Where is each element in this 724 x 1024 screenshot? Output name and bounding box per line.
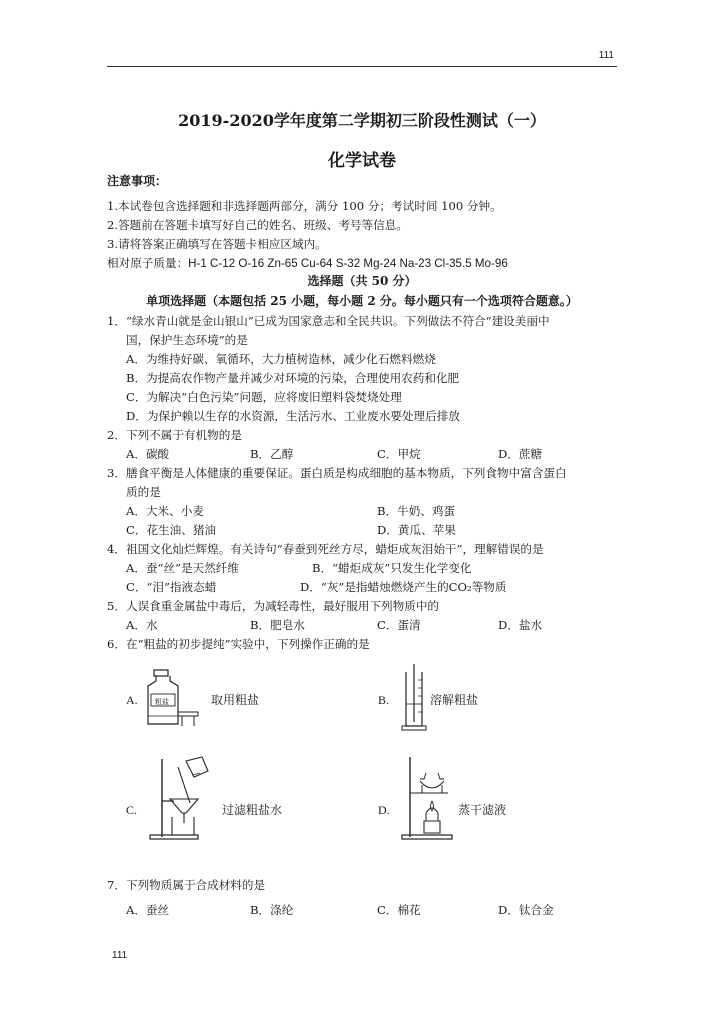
atomic-mass-line: 相对原子质量：H-1 C-12 O-16 Zn-65 Cu-64 S-32 Mg-24 Na-23 Cl-35.5 Mo-96: [107, 257, 508, 270]
question-3-option-b: B．牛奶、鸡蛋: [377, 504, 456, 518]
notice-line: 1.本试卷包含选择题和非选择题两部分，满分 100 分；考试时间 100 分钟。: [107, 199, 502, 213]
exam-title: 2019-2020学年度第二学期初三阶段性测试（一）: [178, 111, 546, 130]
question-5-stem: 5．人误食重金属盐中毒后，为减轻毒性，最好服用下列物质中的: [107, 599, 440, 613]
question-2-option-d: D．蔗糖: [498, 447, 543, 461]
question-3-stem-cont: 质的是: [126, 485, 161, 499]
question-5-option-d: D．盐水: [498, 618, 543, 632]
figure-a-caption: 取用粗盐: [211, 693, 260, 707]
question-7-option-d: D．钛合金: [498, 903, 554, 917]
figure-b-letter: B.: [378, 693, 390, 707]
section-title: 选择题（共 50 分）: [307, 274, 417, 288]
question-4-option-b: B．“蜡炬成灰”只发生化学变化: [312, 561, 472, 575]
question-2-option-c: C．甲烷: [377, 447, 421, 461]
question-5-option-c: C．蛋清: [377, 618, 421, 632]
figure-d-evaporation-diagram: [400, 755, 456, 845]
question-7-option-c: C．棉花: [377, 903, 421, 917]
question-7-stem: 7．下列物质属于合成材料的是: [107, 878, 266, 892]
notice-line: 2.答题前在答题卡填写好自己的姓名、班级、考号等信息。: [107, 218, 408, 232]
question-4-option-a: A．蚕“丝”是天然纤维: [126, 561, 239, 575]
question-1-option-c: C．为解决“白色污染”问题，应将废旧塑料袋焚烧处理: [126, 390, 402, 404]
section-instructions: 单项选择题（本题包括 25 小题，每小题 2 分。每小题只有一个选项符合题意。）: [146, 294, 578, 308]
question-3-stem: 3．膳食平衡是人体健康的重要保证。蛋白质是构成细胞的基本物质，下列食物中富含蛋白: [107, 466, 567, 480]
figure-c-letter: C.: [126, 803, 138, 817]
question-5-option-b: B．肥皂水: [250, 618, 305, 632]
question-3-option-a: A．大米、小麦: [126, 504, 204, 518]
question-2-stem: 2．下列不属于有机物的是: [107, 428, 242, 442]
question-6-stem: 6．在“粗盐的初步提纯”实验中，下列操作正确的是: [107, 637, 370, 651]
figure-b-cylinder-diagram: [400, 664, 430, 734]
bottle-label: 粗盐: [155, 698, 169, 706]
figure-a-letter: A.: [126, 693, 138, 707]
question-5-option-a: A．水: [126, 618, 158, 632]
figure-d-letter: D.: [378, 803, 390, 817]
figure-b-caption: 溶解粗盐: [430, 693, 479, 707]
footer-page-number: 111: [112, 950, 128, 961]
figure-c-caption: 过滤粗盐水: [222, 803, 283, 817]
header-page-number: 111: [598, 50, 614, 61]
question-1-option-b: B．为提高农作物产量并减少对环境的污染，合理使用农药和化肥: [126, 371, 460, 385]
question-3-option-c: C．花生油、猪油: [126, 523, 217, 537]
notice-heading: 注意事项：: [107, 174, 168, 188]
question-1-stem-cont: 国，保护生态环境”的是: [126, 333, 248, 347]
question-4-option-c: C．“泪”指液态蜡: [126, 580, 217, 594]
question-3-option-d: D．黄瓜、苹果: [377, 523, 456, 537]
question-4-option-d: D．“灰”是指蜡烛燃烧产生的CO₂等物质: [300, 580, 507, 594]
question-1-option-a: A．为维持好碳、氧循环，大力植树造林，减少化石燃料燃烧: [126, 352, 436, 366]
figure-a-bottle-diagram: [142, 668, 204, 730]
question-7-option-b: B．涤纶: [250, 903, 294, 917]
question-4-stem: 4．祖国文化灿烂辉煌。有关诗句“春蚕到死丝方尽，蜡炬成灰泪始干”，理解错误的是: [107, 542, 544, 556]
question-7-option-a: A．蚕丝: [126, 903, 170, 917]
figure-d-caption: 蒸干滤液: [458, 803, 507, 817]
question-1-option-d: D．为保护赖以生存的水资源，生活污水、工业废水要处理后排放: [126, 409, 460, 423]
header-rule: [107, 66, 617, 67]
exam-subject: 化学试卷: [328, 151, 396, 171]
question-2-option-a: A．碳酸: [126, 447, 170, 461]
question-2-option-b: B．乙醇: [250, 447, 294, 461]
figure-c-filtration-diagram: [142, 755, 214, 845]
question-1-stem: 1．“绿水青山就是金山银山”已成为国家意志和全民共识。下列做法不符合“建设美丽中: [107, 314, 550, 328]
notice-line: 3.请将答案正确填写在答题卡相应区域内。: [107, 237, 327, 251]
